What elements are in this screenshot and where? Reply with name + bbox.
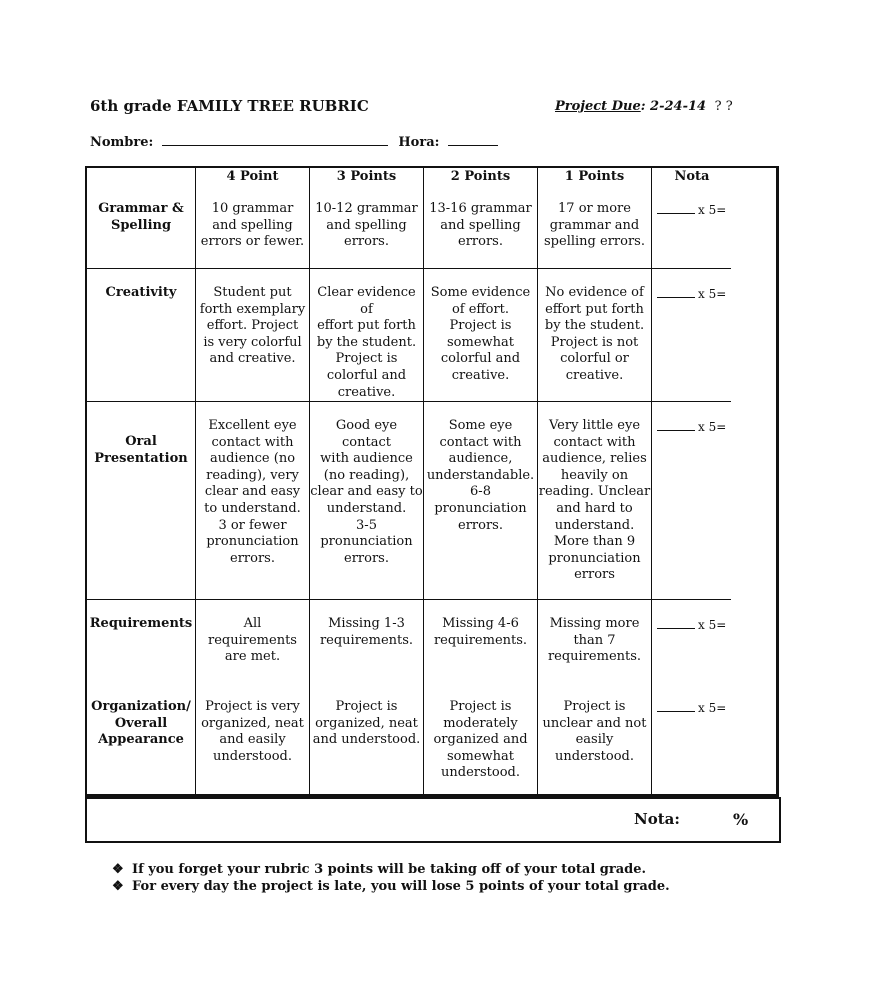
column-header: Nota xyxy=(674,169,710,184)
page-title: 6th grade FAMILY TREE RUBRIC xyxy=(90,97,369,115)
multiplier-label: x 5= xyxy=(698,203,727,217)
rubric-cell: Missing 4-6 requirements. xyxy=(433,616,528,648)
rubric-cell: 10 grammar and spelling errors or fewer. xyxy=(200,201,305,250)
note-item xyxy=(112,879,670,896)
row-label: Requirements xyxy=(89,616,193,631)
rubric-cell: 17 or more grammar and spelling errors. xyxy=(544,201,645,250)
bullet-icon: ❖ xyxy=(112,862,124,877)
row-label: Oral Presentation xyxy=(94,434,188,466)
score-field[interactable] xyxy=(657,420,726,434)
name-blank[interactable] xyxy=(162,135,388,146)
rubric-cell: Good eye contact with audience (no reading), clear and easy to understand. 3-5 pronunciation errors. xyxy=(310,418,423,566)
row-label: Creativity xyxy=(105,285,177,300)
score-field[interactable] xyxy=(657,203,726,217)
rubric-cell: 13-16 grammar and spelling errors. xyxy=(429,201,532,250)
note-text: If you forget your rubric 3 points will be taking off of your total grade. xyxy=(132,862,647,877)
multiplier-label: x 5= xyxy=(698,420,727,434)
total-label: Nota: xyxy=(634,810,680,828)
score-blank[interactable] xyxy=(657,702,695,712)
rubric-cell: Project is very organized, neat and easily understood. xyxy=(201,699,304,764)
grid-line xyxy=(87,268,731,269)
rubric-cell: Project is organized, neat and understood. xyxy=(312,699,421,748)
name-hour-row xyxy=(90,135,498,150)
score-blank[interactable] xyxy=(657,421,695,431)
multiplier-label: x 5= xyxy=(698,701,727,715)
row-label: Organization/ Overall Appearance xyxy=(91,699,191,748)
score-field[interactable] xyxy=(657,701,726,715)
rubric-cell: Very little eye contact with audience, relies heavily on reading. Unclear and hard to understand. More than 9 pronunciation errors xyxy=(538,418,651,583)
total-percent: % xyxy=(733,810,749,829)
column-header: 2 Points xyxy=(450,169,511,184)
notes-list xyxy=(112,862,670,895)
grid-line xyxy=(87,599,731,600)
rubric-cell: Excellent eye contact with audience (no reading), very clear and easy to understand. 3 or fewer pronunciation errors. xyxy=(204,418,301,566)
rubric-cell: All requirements are met. xyxy=(208,616,297,665)
rubric-cell: Project is moderately organized and somewhat understood. xyxy=(433,699,528,781)
score-blank[interactable] xyxy=(657,204,695,214)
column-header: 4 Point xyxy=(226,169,279,184)
name-label: Nombre: xyxy=(90,135,154,150)
due-marks: ? ? xyxy=(714,99,733,114)
due-date: : 2-24-14 xyxy=(640,99,707,114)
column-header: 1 Points xyxy=(564,169,625,184)
bullet-icon: ❖ xyxy=(112,878,124,894)
score-field[interactable] xyxy=(657,287,726,301)
rubric-cell: Clear evidence of effort put forth by the student. Project is colorful and creative. xyxy=(316,285,417,400)
grid-line xyxy=(651,168,652,794)
hour-label: Hora: xyxy=(398,135,440,150)
rubric-cell: Missing 1-3 requirements. xyxy=(319,616,414,648)
rubric-cell: Student put forth exemplary effort. Project is very colorful and creative. xyxy=(199,285,306,367)
project-due xyxy=(555,99,733,114)
rubric-cell: Some eye contact with audience, understandable. 6-8 pronunciation errors. xyxy=(426,418,535,533)
score-blank[interactable] xyxy=(657,619,695,629)
note-text: For every day the project is late, you will lose 5 points of your total grade. xyxy=(132,878,670,894)
rubric-cell: Some evidence of effort. Project is somewhat colorful and creative. xyxy=(430,285,531,383)
rubric-cell: 10-12 grammar and spelling errors. xyxy=(315,201,418,250)
multiplier-label: x 5= xyxy=(698,287,727,301)
score-blank[interactable] xyxy=(657,288,695,298)
due-label: Project Due xyxy=(555,99,641,114)
row-label: Grammar & Spelling xyxy=(98,201,184,233)
score-field[interactable] xyxy=(657,618,726,632)
hour-blank[interactable] xyxy=(448,135,498,146)
rubric-cell: No evidence of effort put forth by the student. Project is not colorful or creative. xyxy=(544,285,645,383)
multiplier-label: x 5= xyxy=(698,618,727,632)
rubric-cell: Project is unclear and not easily understood. xyxy=(542,699,647,764)
rubric-cell: Missing more than 7 requirements. xyxy=(547,616,642,665)
column-header: 3 Points xyxy=(336,169,397,184)
note-item xyxy=(112,862,670,879)
